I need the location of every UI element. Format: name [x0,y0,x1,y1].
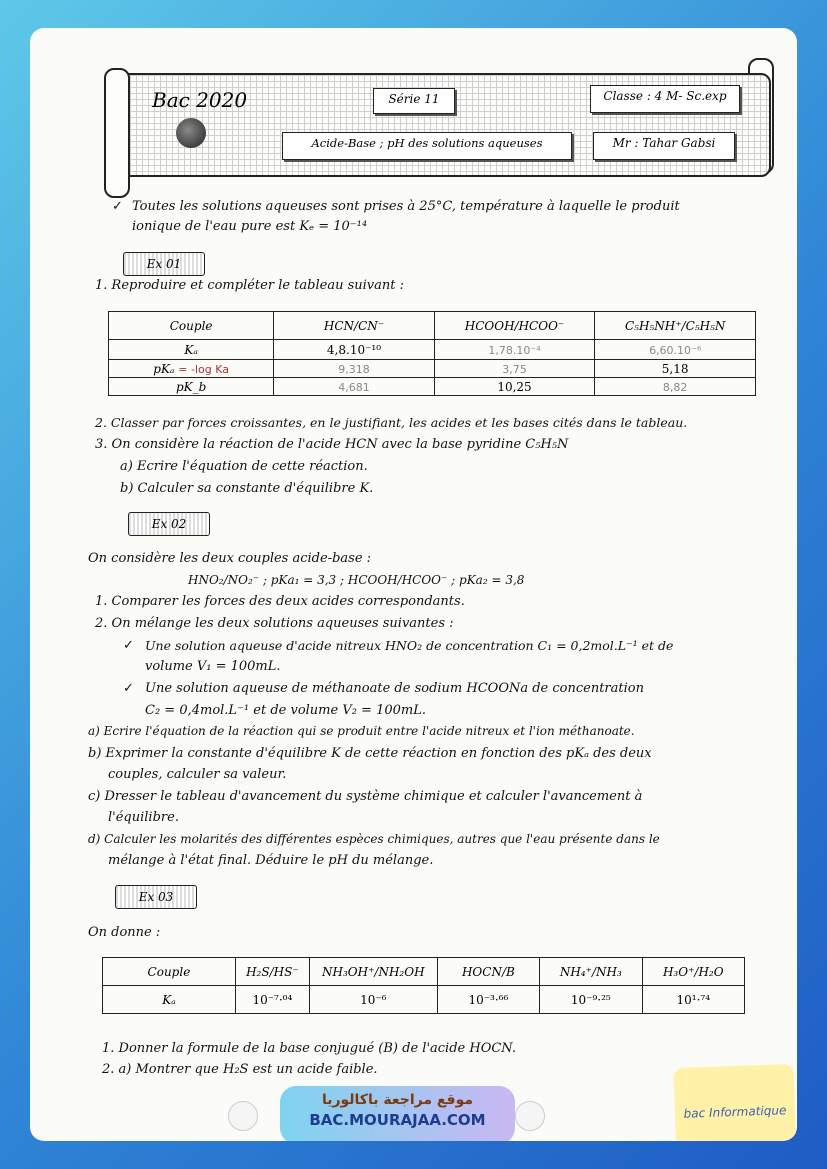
check-icon: ✓ [123,681,134,696]
table-cell: 10⁻³·⁶⁶ [437,986,539,1014]
footer-site-url: BAC.MOURAJAA.COM [309,1111,486,1129]
table-cell: 4,8.10⁻¹⁰ [274,340,434,360]
table-cell: 5,18 [595,360,756,378]
table-header: HCN/CN⁻ [274,312,434,340]
ex2-qd-line1: d) Calculer les molarités des différentes espèces chimiques, autres que l'eau présente dans le [88,832,660,846]
row-label: pKₐ [153,361,175,376]
ex1-q1: 1. Reproduire et compléter le tableau suivant : [95,278,404,293]
ex2-solution1-line1: Une solution aqueuse d'acide nitreux HNO₂ de concentration C₁ = 0,2mol.L⁻¹ et de [145,638,674,653]
row-label: Kₐ [109,340,274,360]
ex2-intro: On considère les deux couples acide-base : [88,551,372,566]
bac-logo-text: Bac 2020 [152,88,248,112]
table-cell: 10¹·⁷⁴ [642,986,744,1014]
ex3-table [102,957,745,1014]
table-header: C₅H₅NH⁺/C₅H₅N [595,312,756,340]
ex3-q2: 2. a) Montrer que H₂S est un acide faible. [102,1062,378,1077]
handwritten-value: 6,60.10⁻⁶ [649,343,702,357]
table-cell: 10⁻⁹·²⁵ [540,986,642,1014]
ex2-couples: HNO₂/NO₂⁻ ; pKa₁ = 3,3 ; HCOOH/HCOO⁻ ; pKa₂ = 3,8 [188,573,525,587]
ex2-qd-line2: mélange à l'état final. Déduire le pH du mélange. [108,853,434,868]
handwritten-value: 8,82 [662,380,688,394]
ex1-q2: 2. Classer par forces croissantes, en le justifiant, les acides et les bases cités dans le tableau. [95,415,688,430]
scroll-roll-left [104,68,130,198]
check-icon: ✓ [123,638,134,653]
ex2-q1: 1. Comparer les forces des deux acides correspondants. [95,594,465,609]
topic-label: Acide-Base ; pH des solutions aqueuses [282,132,572,160]
table-cell: 10⁻⁷·⁰⁴ [235,986,309,1014]
ex02-label: Ex 02 [128,512,210,536]
ex2-qb-line2: couples, calculer sa valeur. [108,767,287,782]
ex2-qc-line2: l'équilibre. [108,810,179,825]
ex2-solution1-line2: volume V₁ = 100mL. [145,659,281,674]
table-header: H₂S/HS⁻ [235,958,309,986]
class-label: Classe : 4 M- Sc.exp [590,85,740,113]
ex1-q3: 3. On considère la réaction de l'acide HCN avec la base pyridine C₅H₅N [95,437,569,452]
table-header: NH₃OH⁺/NH₂OH [309,958,437,986]
table-header: Couple [103,958,236,986]
table-header: Couple [109,312,274,340]
table-header: NH₄⁺/NH₃ [540,958,642,986]
bac-informatique-badge: bac Informatique [673,1064,796,1141]
handwritten-note: = -log Ka [178,362,229,376]
teacher-label: Mr : Tahar Gabsi [593,132,735,160]
ex2-qa: a) Ecrire l'équation de la réaction qui se produit entre l'acide nitreux et l'ion méthanoate. [88,724,635,738]
ex3-intro: On donne : [88,925,161,940]
table-header: HCOOH/HCOO⁻ [434,312,595,340]
ex3-q1: 1. Donner la formule de la base conjugué (B) de l'acide HOCN. [102,1041,516,1056]
handwritten-value: 1,78.10⁻⁴ [488,343,541,357]
table-cell [595,378,756,396]
intro-line-2: ionique de l'eau pure est Kₑ = 10⁻¹⁴ [132,219,368,234]
table-header: H₃O⁺/H₂O [642,958,744,986]
ex2-solution2-line1: Une solution aqueuse de méthanoate de sodium HCOONa de concentration [145,681,644,696]
table-cell [434,340,595,360]
ex2-qc-line1: c) Dresser le tableau d'avancement du système chimique et calculer l'avancement à [88,789,643,804]
site-logo-icon [228,1101,258,1131]
ex01-label: Ex 01 [123,252,205,276]
globe-icon [176,118,206,148]
ex2-q2: 2. On mélange les deux solutions aqueuses suivantes : [95,616,454,631]
table-cell: 10⁻⁶ [309,986,437,1014]
handwritten-value: 9,318 [338,362,370,376]
ex1-table [108,311,756,396]
ex2-qb-line1: b) Exprimer la constante d'équilibre K de cette réaction en fonction des pKₐ des deux [88,746,652,761]
handwritten-value: 4,681 [338,380,370,394]
serie-label: Série 11 [373,88,455,114]
table-header: HOCN/B [437,958,539,986]
intro-line-1: Toutes les solutions aqueuses sont prises à 25°C, température à laquelle le produit [132,199,680,214]
document-page [30,28,797,1141]
ex1-q3b: b) Calculer sa constante d'équilibre K. [120,481,374,496]
footer-arabic-title: موقع مراجعة باكالوريا [321,1092,474,1108]
ex03-label: Ex 03 [115,885,197,909]
row-label: pK_b [109,378,274,396]
table-cell [274,378,434,396]
ex1-q3a: a) Ecrire l'équation de cette réaction. [120,459,368,474]
site-logo-icon [515,1101,545,1131]
handwritten-value: 3,75 [502,362,527,376]
table-cell: 10,25 [434,378,595,396]
table-cell [595,340,756,360]
footer-site-banner[interactable] [280,1086,515,1141]
ex2-solution2-line2: C₂ = 0,4mol.L⁻¹ et de volume V₂ = 100mL. [145,703,426,718]
row-label-cell [109,360,274,378]
table-cell [274,360,434,378]
table-cell [434,360,595,378]
check-icon: ✓ [112,199,123,214]
row-label: Kₐ [103,986,236,1014]
